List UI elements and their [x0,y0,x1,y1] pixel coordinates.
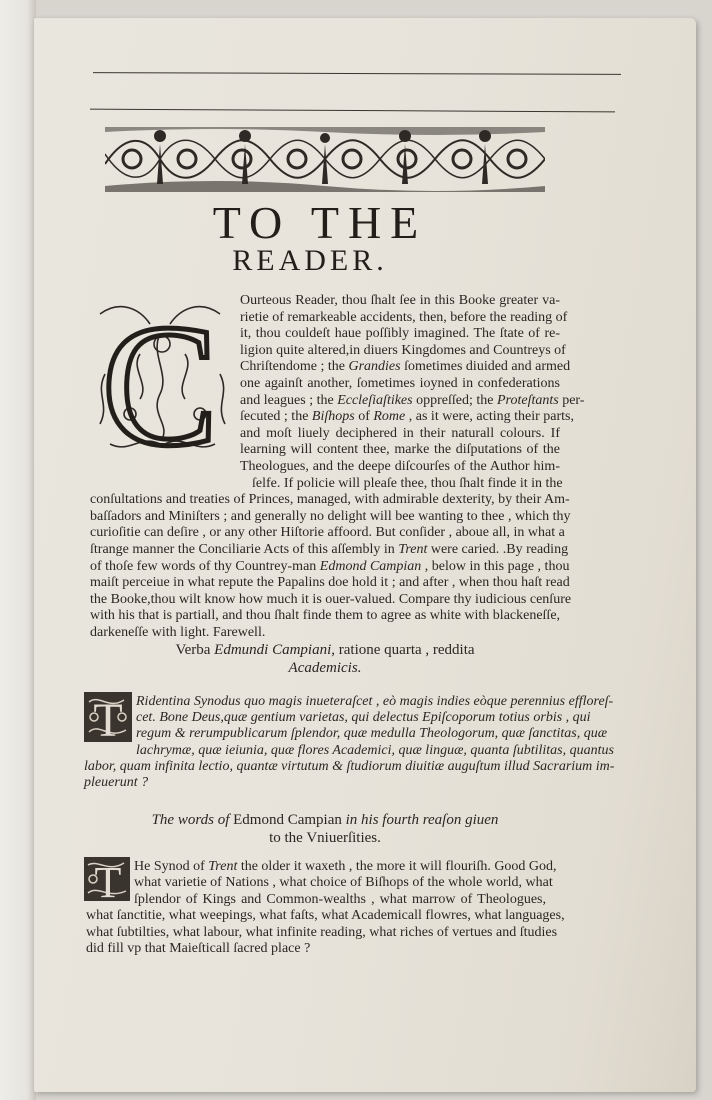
text-segment: ſometimes diuided and armed [400,359,571,375]
text-line [90,541,569,558]
text-segment: in his fourth reaſon giuen [345,812,499,828]
text-segment: it, thou couldeſt haue poſſibly imagined. The ſtate of re- [240,326,560,342]
text-segment: Rome [373,409,406,425]
text-segment: Eccleſiaſtikes [337,392,413,408]
text-segment: The words of [151,812,230,828]
text-segment: conſultations and treaties of Princes, managed, with admirable dexterity, by their Am- [90,492,570,508]
text-segment: per- [558,392,585,408]
text-segment: ligion quite altered,in diuers Kingdomes and Countreys of [240,342,566,358]
text-line [136,709,591,726]
text-segment: of thoſe few words of thy Countrey-man [90,558,320,574]
text-line [90,558,570,575]
text-line [240,325,560,342]
text-line [90,508,571,525]
text-segment: baſſadors and Miniſters ; and generally no delight will bee wanting to thee , which thy [90,508,571,524]
text-line [240,342,566,359]
text-segment: ſtrange manner the Conciliarie Acts of this aſſembly in [90,542,399,557]
text-line [136,725,608,742]
latin-heading-line2 [90,659,560,677]
text-segment: what varietie of Nations , what choice of Biſhops of the whole world, what [134,875,553,891]
text-line [86,924,558,941]
text-segment: pleuerunt ? [84,775,149,790]
text-line [134,891,546,908]
text-segment: oppreſſed; the [412,392,497,408]
text-segment: ſelfe. If policie will pleaſe thee, thou ſhalt finde it in the [252,475,563,491]
text-segment: of [354,409,374,425]
text-line [240,309,568,326]
text-segment: and leagues ; the [240,392,338,408]
text-segment: Theologues, and the deepe diſcourſes of the Author him- [240,459,560,474]
text-segment: Ourteous Reader, thou ſhalt ſee in this Booke greater va- [240,293,560,308]
text-segment: He Synod of [134,859,209,874]
text-line [240,425,560,442]
title-reader: READER. [232,244,388,277]
text-segment: Proteſtants [496,392,559,408]
text-segment: Ridentina Synodus quo magis inueteraſcet , eò magis indies eòque perennius effloreſ- [136,694,614,709]
text-segment: ſplendor of Kings and Common-wealths , what marrow of Theologues, [134,891,546,907]
dropcap-letter-c: C [101,294,219,460]
text-segment: and moſt liuely deciphered in their naturall colours. If [240,425,560,441]
text-segment: one againſt another, ſometimes ioyned in confederations [240,376,560,391]
text-line [134,874,553,891]
text-segment: , as it were, acting their parts, [405,409,574,425]
text-segment: Academicis. [288,660,362,676]
decorated-initial-t-latin [84,692,132,742]
text-line [136,742,614,759]
text-segment: what ſubtilties, what labour, what infinite reading, what riches of vertues and ſtudies [86,924,558,940]
text-segment: regum & rerumpublicarum ſplendor, quæ medulla Theologorum, quæ ſanctitas, quæ [136,726,608,742]
text-line [90,624,560,641]
text-segment: Chriſtendome ; the [240,359,349,375]
text-segment: Biſhops [311,409,355,425]
text-segment: , ratione quarta , reddita [331,642,475,658]
text-segment: rietie of remarkeable accidents, then, before the reading of [240,309,568,325]
text-segment: with his that is partiall, and thou ſhalt finde them to agree as white with blackeneſſe, [90,608,561,624]
text-segment: to the Vniuerſities. [269,830,381,846]
text-line [90,591,572,608]
latin-heading-line1 [90,641,560,659]
text-segment: Edmond Campian [229,812,346,828]
text-line [252,475,563,492]
text-line [240,408,574,425]
ornamental-headpiece [105,124,545,194]
text-line [240,441,560,458]
text-segment: Verba [175,642,215,658]
text-segment: maiſt perceiue in what repute the Papalins doe hold it ; and after , when thou haſt read [90,575,570,591]
text-segment: learning will content thee, marke the diſputations of the [240,442,560,458]
text-segment: Trent [398,542,428,557]
text-line [90,491,570,508]
text-line [84,758,615,775]
title-to-the: TO THE [212,197,428,248]
decorated-initial-c [90,294,232,460]
text-segment: the Booke,thou wilt know how much it is ouer-valued. Compare thy iudicious cenſure [90,591,572,607]
text-segment: the older it waxeth , the more it will flouriſh. Good God, [237,859,557,874]
text-segment: labor, quam infinita lectio, quantæ virtutum & ſtudiorum diuitiæ auguſtum illud Sacrarium im- [84,758,615,774]
text-segment: cet. Bone Deus,quæ gentium varietas, qui delectus Epiſcoporum totius orbis , qui [136,710,591,726]
text-line [240,458,560,475]
decorated-initial-t-english [84,857,130,901]
facing-page-edge [0,0,36,1100]
text-segment: Trent [208,859,238,874]
text-line [86,907,565,924]
text-line [90,574,570,591]
text-line [240,358,571,375]
text-line [84,774,556,791]
text-segment: Grandies [348,359,401,375]
text-line [134,858,557,875]
text-line [240,375,560,392]
text-segment: what ſanctitie, what weepings, what faſts, what Academicall flowres, what languages, [86,908,565,924]
text-segment: Edmundi Campiani [214,642,332,658]
text-segment: curioſitie can deſire , or any other Hiſtorie affoord. But conſider , aboue all, in what a [90,525,565,541]
english-heading-line1 [90,811,560,829]
text-line [90,607,560,624]
dropcap-letter-t: T [93,694,123,742]
text-line [136,693,614,710]
text-segment: were caried. .By reading [427,542,569,557]
text-line [240,292,560,309]
text-line [86,940,548,957]
english-heading-line2 [90,829,560,847]
text-segment: darkeneſſe with light. Farewell. [90,625,266,640]
text-segment: did fill vp that Maieſticall ſacred place ? [86,941,311,956]
text-line [240,392,585,409]
text-segment: ſecuted ; the [240,409,312,425]
text-segment: lachrymæ, quæ ieiunia, quæ flores Academici, quæ linguæ, quanta ſubtilitas, quantus [136,742,614,758]
dropcap-letter-t: T [94,858,122,901]
text-segment: Edmond Campian [319,558,422,574]
text-line [90,524,565,541]
text-segment: , below in this page , thou [421,558,570,574]
